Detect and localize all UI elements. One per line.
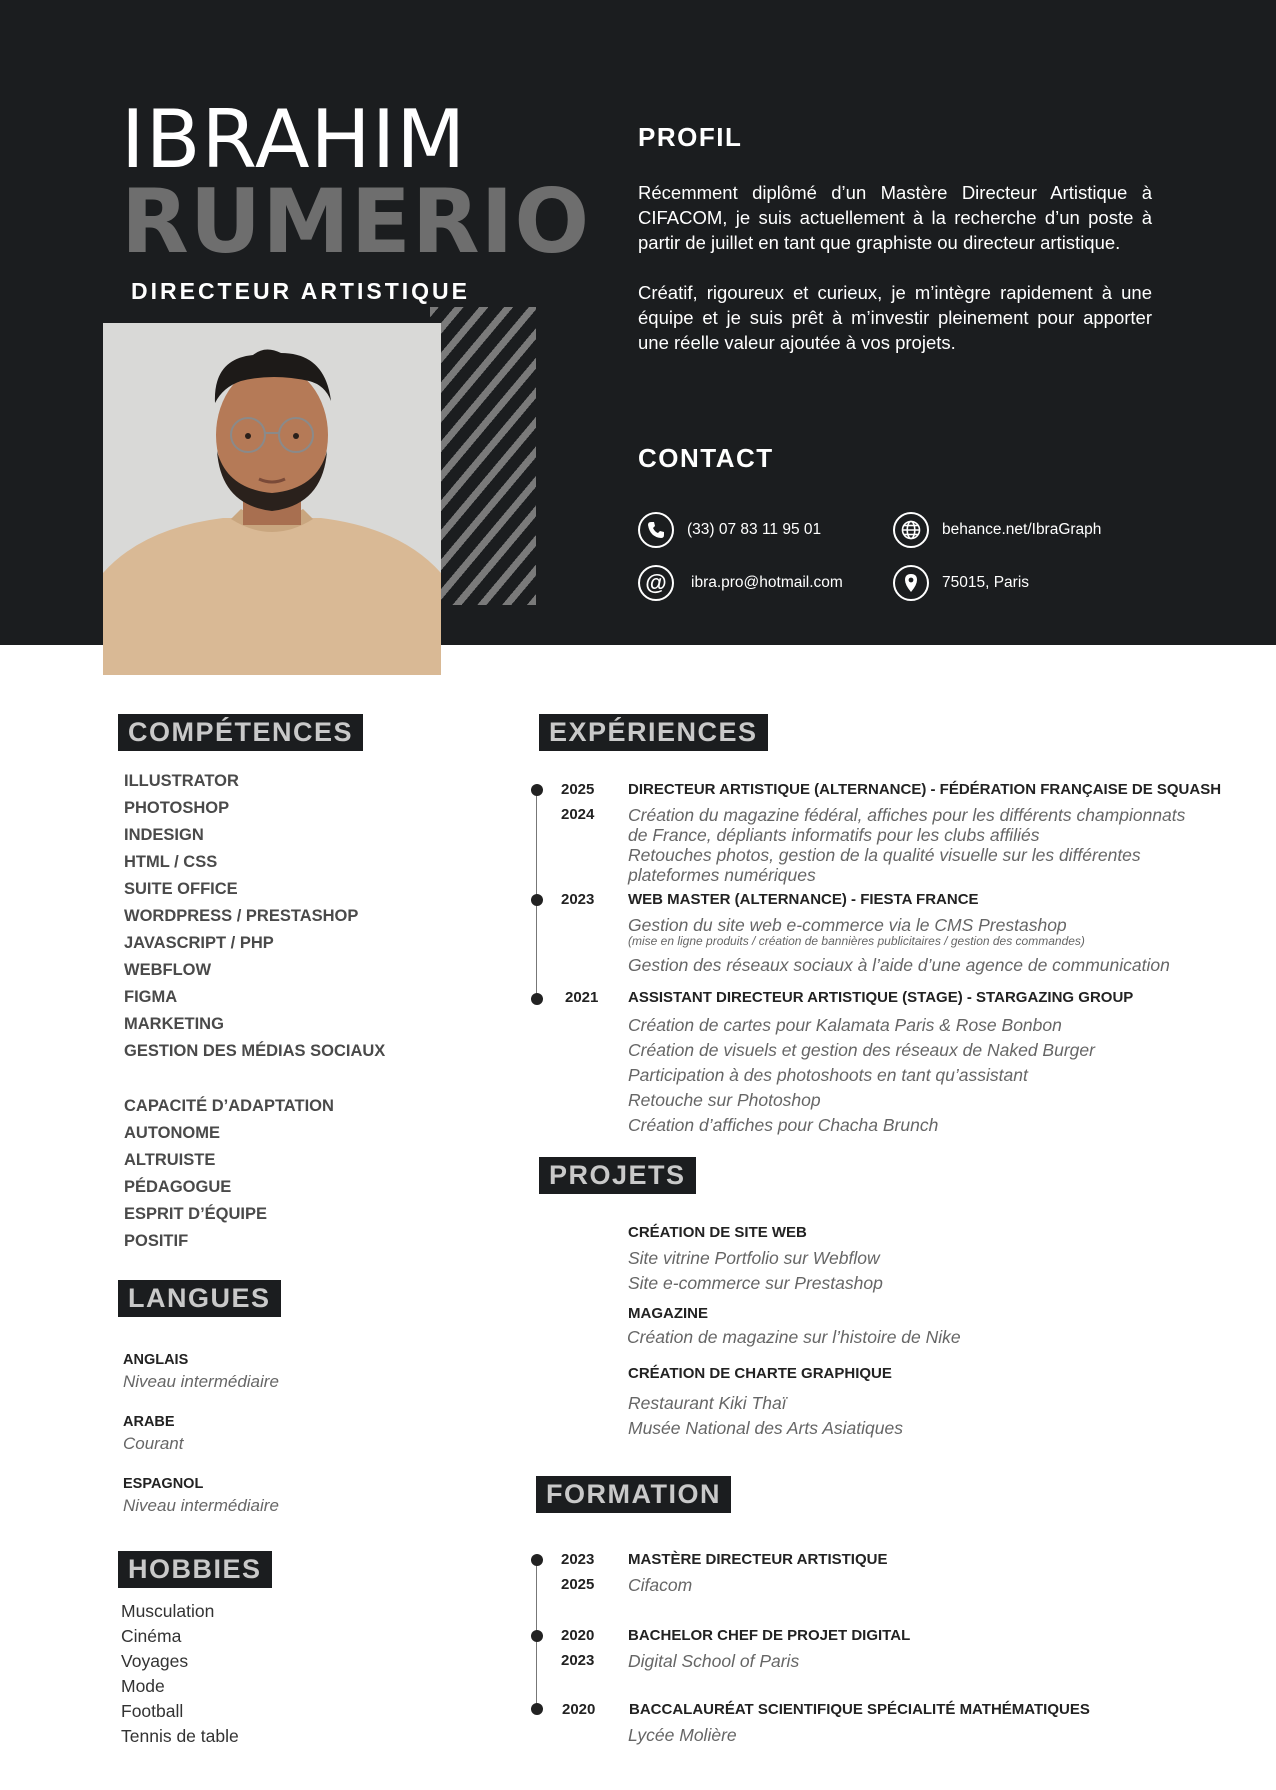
formation-year-end: 2023 (561, 1652, 595, 1669)
language-level: Courant (123, 1434, 184, 1453)
languages-heading: LANGUES (118, 1280, 281, 1317)
formation-school: Digital School of Paris (628, 1651, 800, 1671)
timeline-dot (531, 1554, 543, 1566)
hobby-item: Tennis de table (121, 1726, 239, 1746)
experience-line: Gestion du site web e-commerce via le CMS Prestashop (628, 915, 1067, 935)
formation-school: Lycée Molière (628, 1725, 737, 1745)
project-line: Site vitrine Portfolio sur Webflow (628, 1248, 880, 1268)
profile-paragraph: Créatif, rigoureux et curieux, je m’intègre rapidement à une équipe et je suis prêt à m’investir pleinement pour apporter une réelle valeur ajoutée à vos projets. (638, 282, 1152, 353)
skill-item: FIGMA (124, 988, 178, 1006)
projects-heading: PROJETS (539, 1157, 696, 1194)
timeline-dot (531, 894, 543, 906)
skill-item: AUTONOME (124, 1124, 220, 1142)
project-title: CRÉATION DE SITE WEB (628, 1224, 807, 1241)
location-pin-icon (893, 565, 929, 601)
skill-item: INDESIGN (124, 826, 204, 844)
hobby-item: Football (121, 1701, 184, 1721)
competences-heading: COMPÉTENCES (118, 714, 363, 751)
experience-line: Création d’affiches pour Chacha Brunch (628, 1115, 939, 1135)
experience-line: Gestion des réseaux sociaux à l’aide d’une agence de communication (628, 955, 1170, 975)
experience-year-end: 2024 (561, 806, 595, 823)
hobby-item: Cinéma (121, 1626, 182, 1646)
experience-line: de France, dépliants informatifs pour les clubs affiliés (628, 825, 1040, 845)
language-level: Niveau intermédiaire (123, 1372, 279, 1391)
formation-title: BACHELOR CHEF DE PROJET DIGITAL (628, 1627, 911, 1644)
project-line: Musée National des Arts Asiatiques (628, 1418, 903, 1438)
skill-item: PHOTOSHOP (124, 799, 230, 817)
experience-line: Retouches photos, gestion de la qualité visuelle sur les différentes (628, 845, 1141, 865)
experience-title: DIRECTEUR ARTISTIQUE (ALTERNANCE) - FÉDÉRATION FRANÇAISE DE SQUASH (628, 781, 1222, 798)
contact-website[interactable] (893, 512, 1101, 548)
hobbies-heading: HOBBIES (118, 1551, 272, 1588)
profile-heading: PROFIL (638, 122, 743, 152)
website-text: behance.net/IbraGraph (942, 521, 1102, 538)
hobby-item: Voyages (121, 1651, 189, 1671)
contact-email[interactable] (638, 565, 843, 601)
formation-year-start: 2020 (562, 1701, 596, 1718)
decorative-stripes (430, 307, 536, 605)
project-line: Création de magazine sur l’histoire de Nike (627, 1327, 961, 1347)
experience-title: WEB MASTER (ALTERNANCE) - FIESTA FRANCE (628, 891, 979, 908)
skill-item: PÉDAGOGUE (124, 1178, 232, 1196)
formation-title: BACCALAURÉAT SCIENTIFIQUE SPÉCIALITÉ MATHÉMATIQUES (629, 1701, 1090, 1718)
project-description (628, 1246, 883, 1296)
language-name: ARABE (123, 1414, 175, 1430)
experience-line: Création de cartes pour Kalamata Paris & Rose Bonbon (628, 1015, 1062, 1035)
portrait-illustration (103, 323, 441, 675)
language-level: Niveau intermédiaire (123, 1496, 279, 1515)
experience-year-start: 2023 (561, 891, 595, 908)
formation-school: Cifacom (628, 1575, 693, 1595)
hobbies-list (121, 1599, 239, 1749)
experience-note: (mise en ligne produits / création de bannières publicitaires / gestion des commandes) (628, 934, 1085, 948)
formation-year-end: 2025 (561, 1576, 595, 1593)
profile-text (638, 180, 1152, 380)
project-title: MAGAZINE (628, 1305, 708, 1322)
timeline-dot (531, 993, 543, 1005)
globe-icon (893, 512, 929, 548)
experience-line: Retouche sur Photoshop (628, 1090, 821, 1110)
location-text: 75015, Paris (942, 574, 1030, 591)
experience-description (628, 805, 1185, 885)
skill-item: ILLUSTRATOR (124, 772, 239, 790)
profile-paragraph: Récemment diplômé d’un Mastère Directeur Artistique à CIFACOM, je suis actuellement à la recherche d’un poste à partir de juillet en tant que graphiste ou directeur artistique. (638, 182, 1152, 253)
at-icon: @ (638, 565, 674, 601)
project-line: Site e-commerce sur Prestashop (628, 1273, 883, 1293)
phone-text: (33) 07 83 11 95 01 (687, 521, 822, 538)
formation-heading: FORMATION (536, 1476, 731, 1513)
experience-line: Création de visuels et gestion des réseaux de Naked Burger (628, 1040, 1095, 1060)
skill-item: JAVASCRIPT / PHP (124, 934, 274, 952)
language-name: ANGLAIS (123, 1352, 189, 1368)
language-item (123, 1476, 279, 1516)
skill-item: POSITIF (124, 1232, 189, 1250)
language-item (123, 1352, 279, 1392)
timeline-dot (531, 1703, 543, 1715)
skill-item: HTML / CSS (124, 853, 218, 871)
skill-item: WEBFLOW (124, 961, 212, 979)
language-name: ESPAGNOL (123, 1476, 204, 1492)
first-name: IBRAHIM (121, 93, 467, 186)
experience-title: ASSISTANT DIRECTEUR ARTISTIQUE (STAGE) - STARGAZING GROUP (628, 989, 1134, 1006)
project-description (628, 1391, 903, 1441)
project-title: CRÉATION DE CHARTE GRAPHIQUE (628, 1365, 892, 1382)
experience-line: Création du magazine fédéral, affiches pour les différents championnats (628, 805, 1186, 825)
experiences-heading: EXPÉRIENCES (539, 714, 768, 751)
experience-line: plateformes numériques (628, 865, 816, 885)
last-name: RUMERIO (121, 170, 591, 273)
hard-skills-list (124, 768, 385, 1065)
phone-icon (638, 512, 674, 548)
skill-item: CAPACITÉ D’ADAPTATION (124, 1097, 334, 1115)
contact-phone[interactable] (638, 512, 821, 548)
skill-item: MARKETING (124, 1015, 224, 1033)
language-item (123, 1414, 183, 1454)
skill-item: GESTION DES MÉDIAS SOCIAUX (124, 1042, 386, 1060)
soft-skills-list (124, 1093, 334, 1255)
email-text: ibra.pro@hotmail.com (691, 574, 843, 591)
timeline-dot (531, 1630, 543, 1642)
experience-line: Participation à des photoshoots en tant qu’assistant (628, 1065, 1028, 1085)
project-line: Restaurant Kiki Thaï (628, 1393, 787, 1413)
formation-title: MASTÈRE DIRECTEUR ARTISTIQUE (628, 1551, 888, 1568)
timeline-dot (531, 784, 543, 796)
experience-description (628, 1013, 1095, 1138)
experience-year-start: 2025 (561, 781, 595, 798)
formation-year-start: 2020 (561, 1627, 595, 1644)
skill-item: WORDPRESS / PRESTASHOP (124, 907, 359, 925)
formation-year-start: 2023 (561, 1551, 595, 1568)
skill-item: ALTRUISTE (124, 1151, 216, 1169)
hobby-item: Musculation (121, 1601, 215, 1621)
experience-year-start: 2021 (565, 989, 599, 1006)
hobby-item: Mode (121, 1676, 165, 1696)
skill-item: SUITE OFFICE (124, 880, 238, 898)
skill-item: ESPRIT D’ÉQUIPE (124, 1205, 268, 1223)
contact-heading: CONTACT (638, 443, 774, 473)
contact-location (893, 565, 1029, 601)
job-title: DIRECTEUR ARTISTIQUE (131, 278, 470, 304)
profile-photo (103, 323, 441, 675)
